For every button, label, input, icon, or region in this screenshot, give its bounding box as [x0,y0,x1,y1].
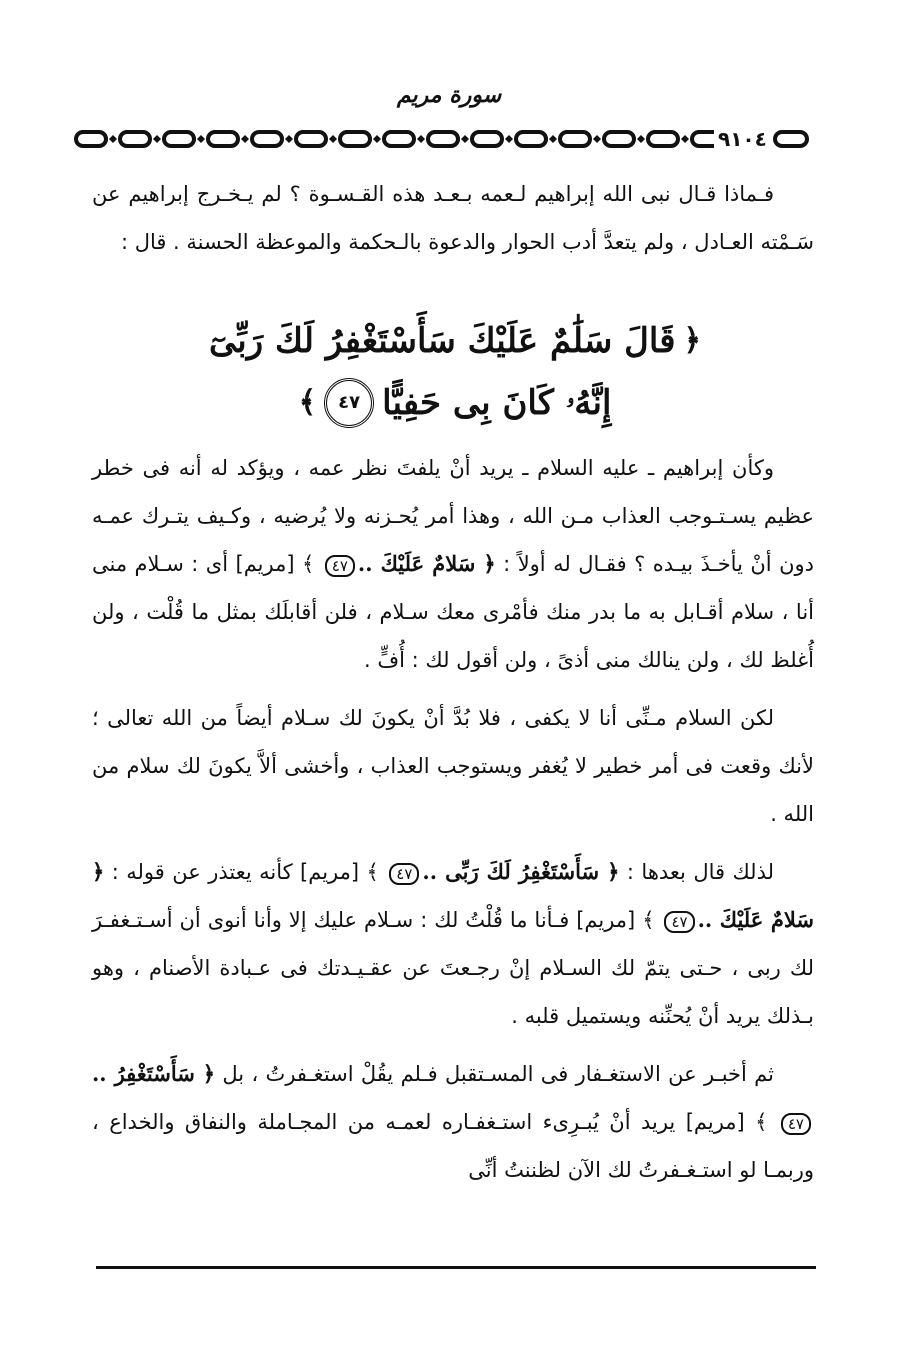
verse-close-bracket: ﴾ [298,385,317,420]
ayah-reference-box: ٤٧ [389,863,419,885]
verse-text-line-1: قَالَ سَلَٰمٌ عَلَيْكَ سَأَسْتَغْفِرُ لَكَ رَبِّىٓ [208,321,676,361]
ayah-number-marker: ٤٧ [324,378,374,428]
verse-line-2 [299,372,612,434]
quran-quote: ﴿ سَأَسْتَغْفِرُ .. [92,1061,216,1086]
ayah-reference-box: ٤٧ [325,555,355,577]
ornament-end-icon [771,126,811,152]
intro-paragraph [92,170,814,266]
ornament-chain-icon [74,126,714,152]
ayah-reference-box: ٤٧ [664,911,694,933]
quran-verse-block [150,302,760,442]
page-number: ٩١٠٤ [718,127,767,151]
body-paragraph [92,1050,814,1194]
paragraph-text: ﴾ [مريم] أى : سـلام منى أنا ، سلام أقـابل به ما بدر منك فأمْرى معك سـلام ، فلن أقابلَك بمثل ما قُلْت ، ولن أُغلظ لك ، ولن ينالك منى أذىً ، ولن أقول لك : أُفٍّ . [92,552,814,672]
body-paragraph [92,694,814,838]
body-paragraph [92,444,814,684]
paragraph-text: وكأن إبراهيم ـ عليه السلام ـ يريد أنْ يلفتَ نظر عمه ، ويؤكد له أنه فى خطر عظيم يسـتـوجب العذاب مـن الله ، وهذا أمر يُحـزنه ولا يُرضيه ، وكـيف يتـرك عمـه دون أنْ يأخـذَ بيـده ؟ فقـال له أولاً : [92,456,814,576]
quran-quote: ﴿ سَلامٌ عَلَيْكَ .. [357,551,496,576]
paragraph-text: ﴾ [مريم] يريد أنْ يُبـرِىء استـغفـاره لعمـه من المجـاملة والنفاق والخداع ، وربمـا لو استـغـفرتُ لك الآن لظننتُ أنِّى [92,1110,814,1182]
surah-title: سورة مريم [396,82,502,108]
quran-quote: ﴿ سَلامٌ عَلَيْكَ .. [92,859,814,932]
ayah-reference-box: ٤٧ [781,1113,811,1135]
footer-rule [96,1266,816,1269]
verse-text-line-2: إِنَّهُۥ كَانَ بِى حَفِيًّا [382,383,612,423]
body-paragraph [92,848,814,1040]
paragraph-text: لكن السلام مـنِّى أنا لا يكفى ، فلا بُدَّ أنْ يكونَ لك سـلام أيضاً من الله تعالى ؛ لأنك وقعت فى أمر خطير لا يُغفر ويستوجب العذاب ، وأخشى ألاَّ يكونَ لك سلام من الله . [92,706,814,826]
paragraph-text: ﴾ [مريم] فـأنا ما قُلْتُ لك : سـلام عليك إلا وأنا أنوى أن أسـتـغفـرَ لك ربى ، حـتى يتمّ لك السـلام إنْ رجـعتَ عن عقـيـدتك فى عـبادة الأصنام ، وهو بـذلك يريد أنْ يُحنِّنه ويستميل قلبه . [92,908,814,1028]
verse-open-bracket: ﴿ [683,323,702,358]
verse-line-1 [209,310,701,372]
quran-quote: ﴿ سَأَسْتَغْفِرُ لَكَ رَبِّى .. [422,859,620,884]
surah-title-header [0,78,898,112]
intro-text: فـماذا قـال نبى الله إبراهيم لـعمه بـعـد هذه القـسـوة ؟ لم يـخـرج إبراهيم عن سَـمْته العـادل ، ولم يتعدَّ أدب الحوار والدعوة بالـحكمة والموعظة الحسنة . قال : [92,182,814,254]
paragraph-text: لذلك قال بعدها : [619,860,774,884]
paragraph-text: ثم أخبـر عن الاستغـفار فى المسـتقبل فـلم يقُلْ استغـفرتُ ، بل [215,1062,774,1086]
body-text [92,444,814,1204]
ornament-bar [74,126,814,152]
paragraph-text: ﴾ [مريم] كأنه يعتذر عن قوله : [104,860,387,884]
